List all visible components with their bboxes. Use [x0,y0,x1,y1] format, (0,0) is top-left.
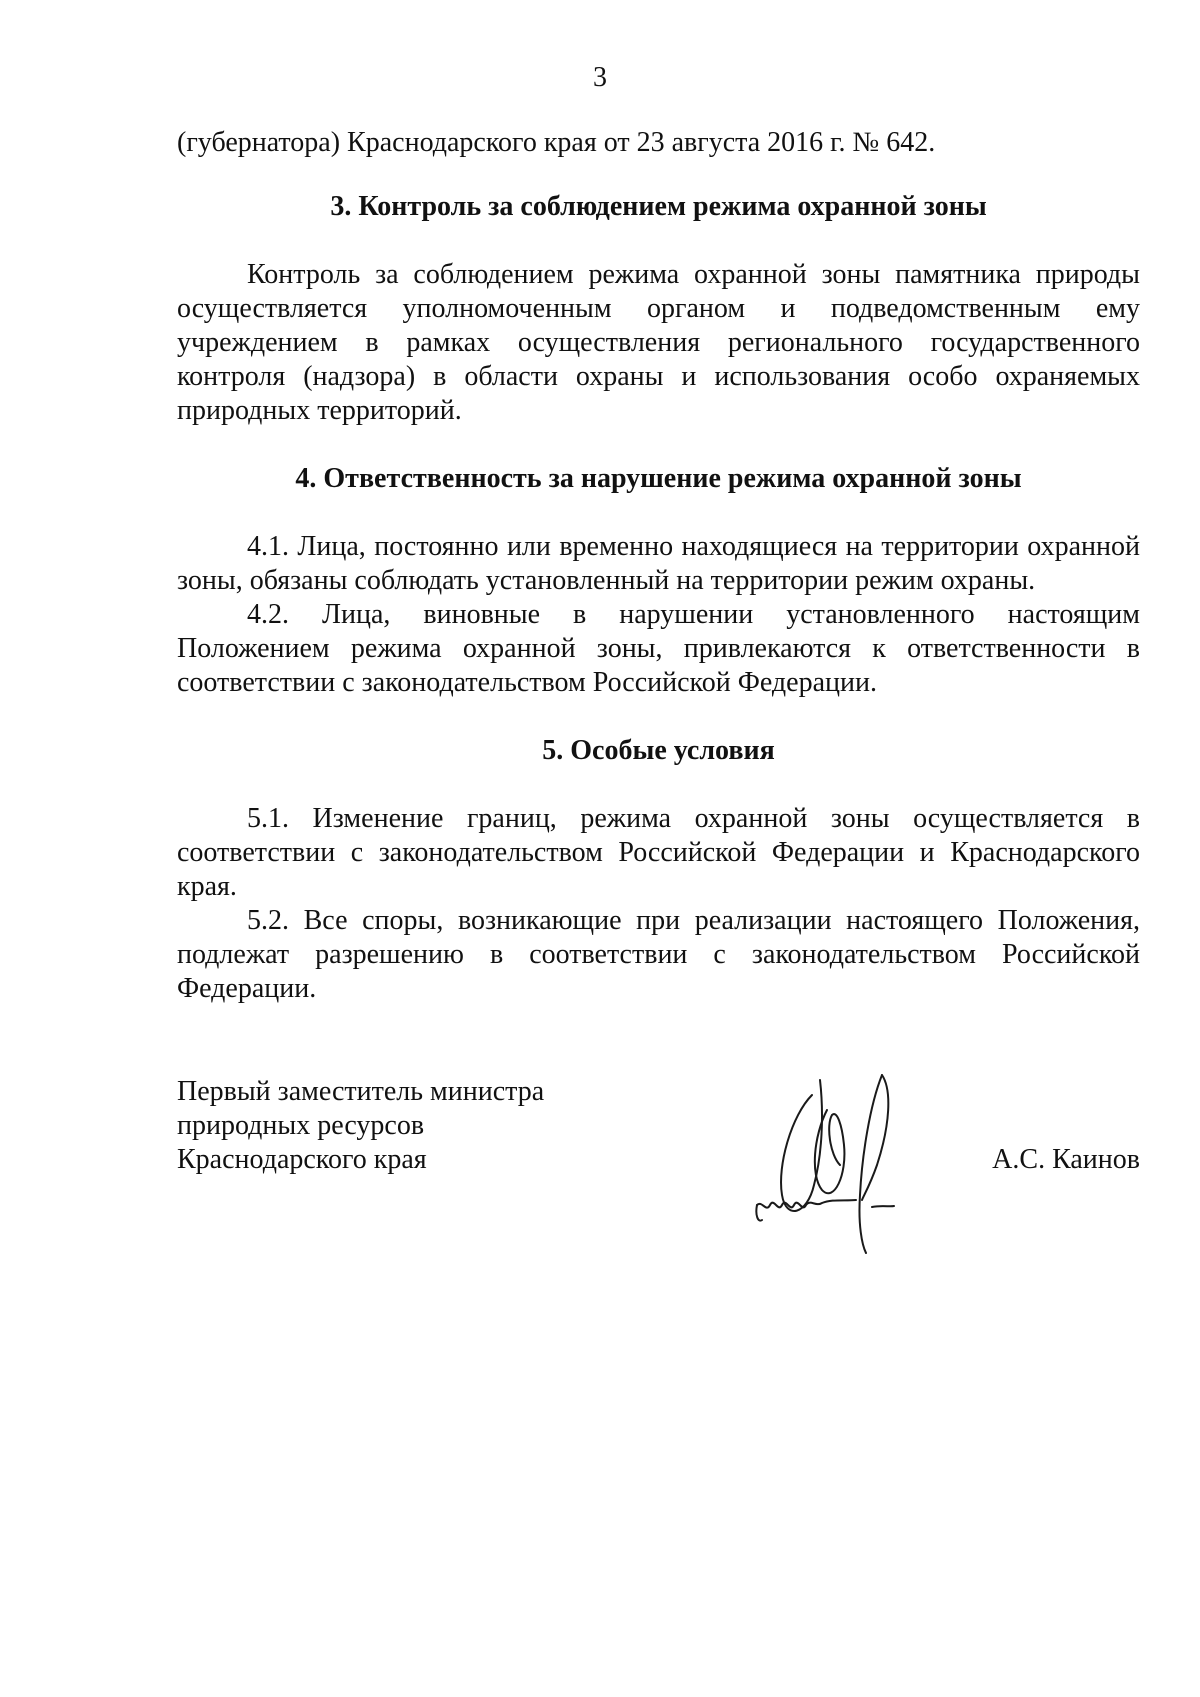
intro-line: (губернатора) Краснодарского края от 23 августа 2016 г. № 642. [177,127,936,158]
signatory-title-line-2: природных ресурсов [177,1110,425,1141]
section-4-paragraph-2: 4.2. Лица, виновные в нарушении установленного настоящим Положением режима охранной зоны, привлекаются к ответственности в соответствии с законодательством Российской Федерации. [177,599,1140,698]
handwritten-signature [752,1055,952,1255]
signature-block [177,1075,1140,1275]
signatory-name: А.С. Каинов [992,1144,1140,1175]
section-3-paragraph: Контроль за соблюдением режима охранной зоны памятника природы осуществляется уполномоченным органом и подведомственным ему учреждением в рамках осуществления регионального государственного контроля (надзора) в области охраны и использования особо охраняемых природных территорий. [177,259,1140,426]
section-4-heading: 4. Ответственность за нарушение режима охранной зоны [295,463,1022,494]
section-4-paragraph-1: 4.1. Лица, постоянно или временно находящиеся на территории охранной зоны, обязаны соблюдать установленный на территории режим охраны. [177,531,1140,596]
signatory-title-line-1: Первый заместитель министра [177,1076,545,1107]
page-number: 3 [593,62,607,93]
section-5-paragraph-1: 5.1. Изменение границ, режима охранной зоны осуществляется в соответствии с законодательством Российской Федерации и Краснодарского края. [177,803,1140,902]
section-3-heading: 3. Контроль за соблюдением режима охранной зоны [330,191,987,222]
section-5-heading: 5. Особые условия [542,735,775,766]
section-5-paragraph-2: 5.2. Все споры, возникающие при реализации настоящего Положения, подлежат разрешению в соответствии с законодательством Российской Федерации. [177,905,1140,1004]
document-body [177,126,1140,1006]
signatory-title-line-3: Краснодарского края [177,1144,427,1175]
signatory-title [177,1075,544,1177]
